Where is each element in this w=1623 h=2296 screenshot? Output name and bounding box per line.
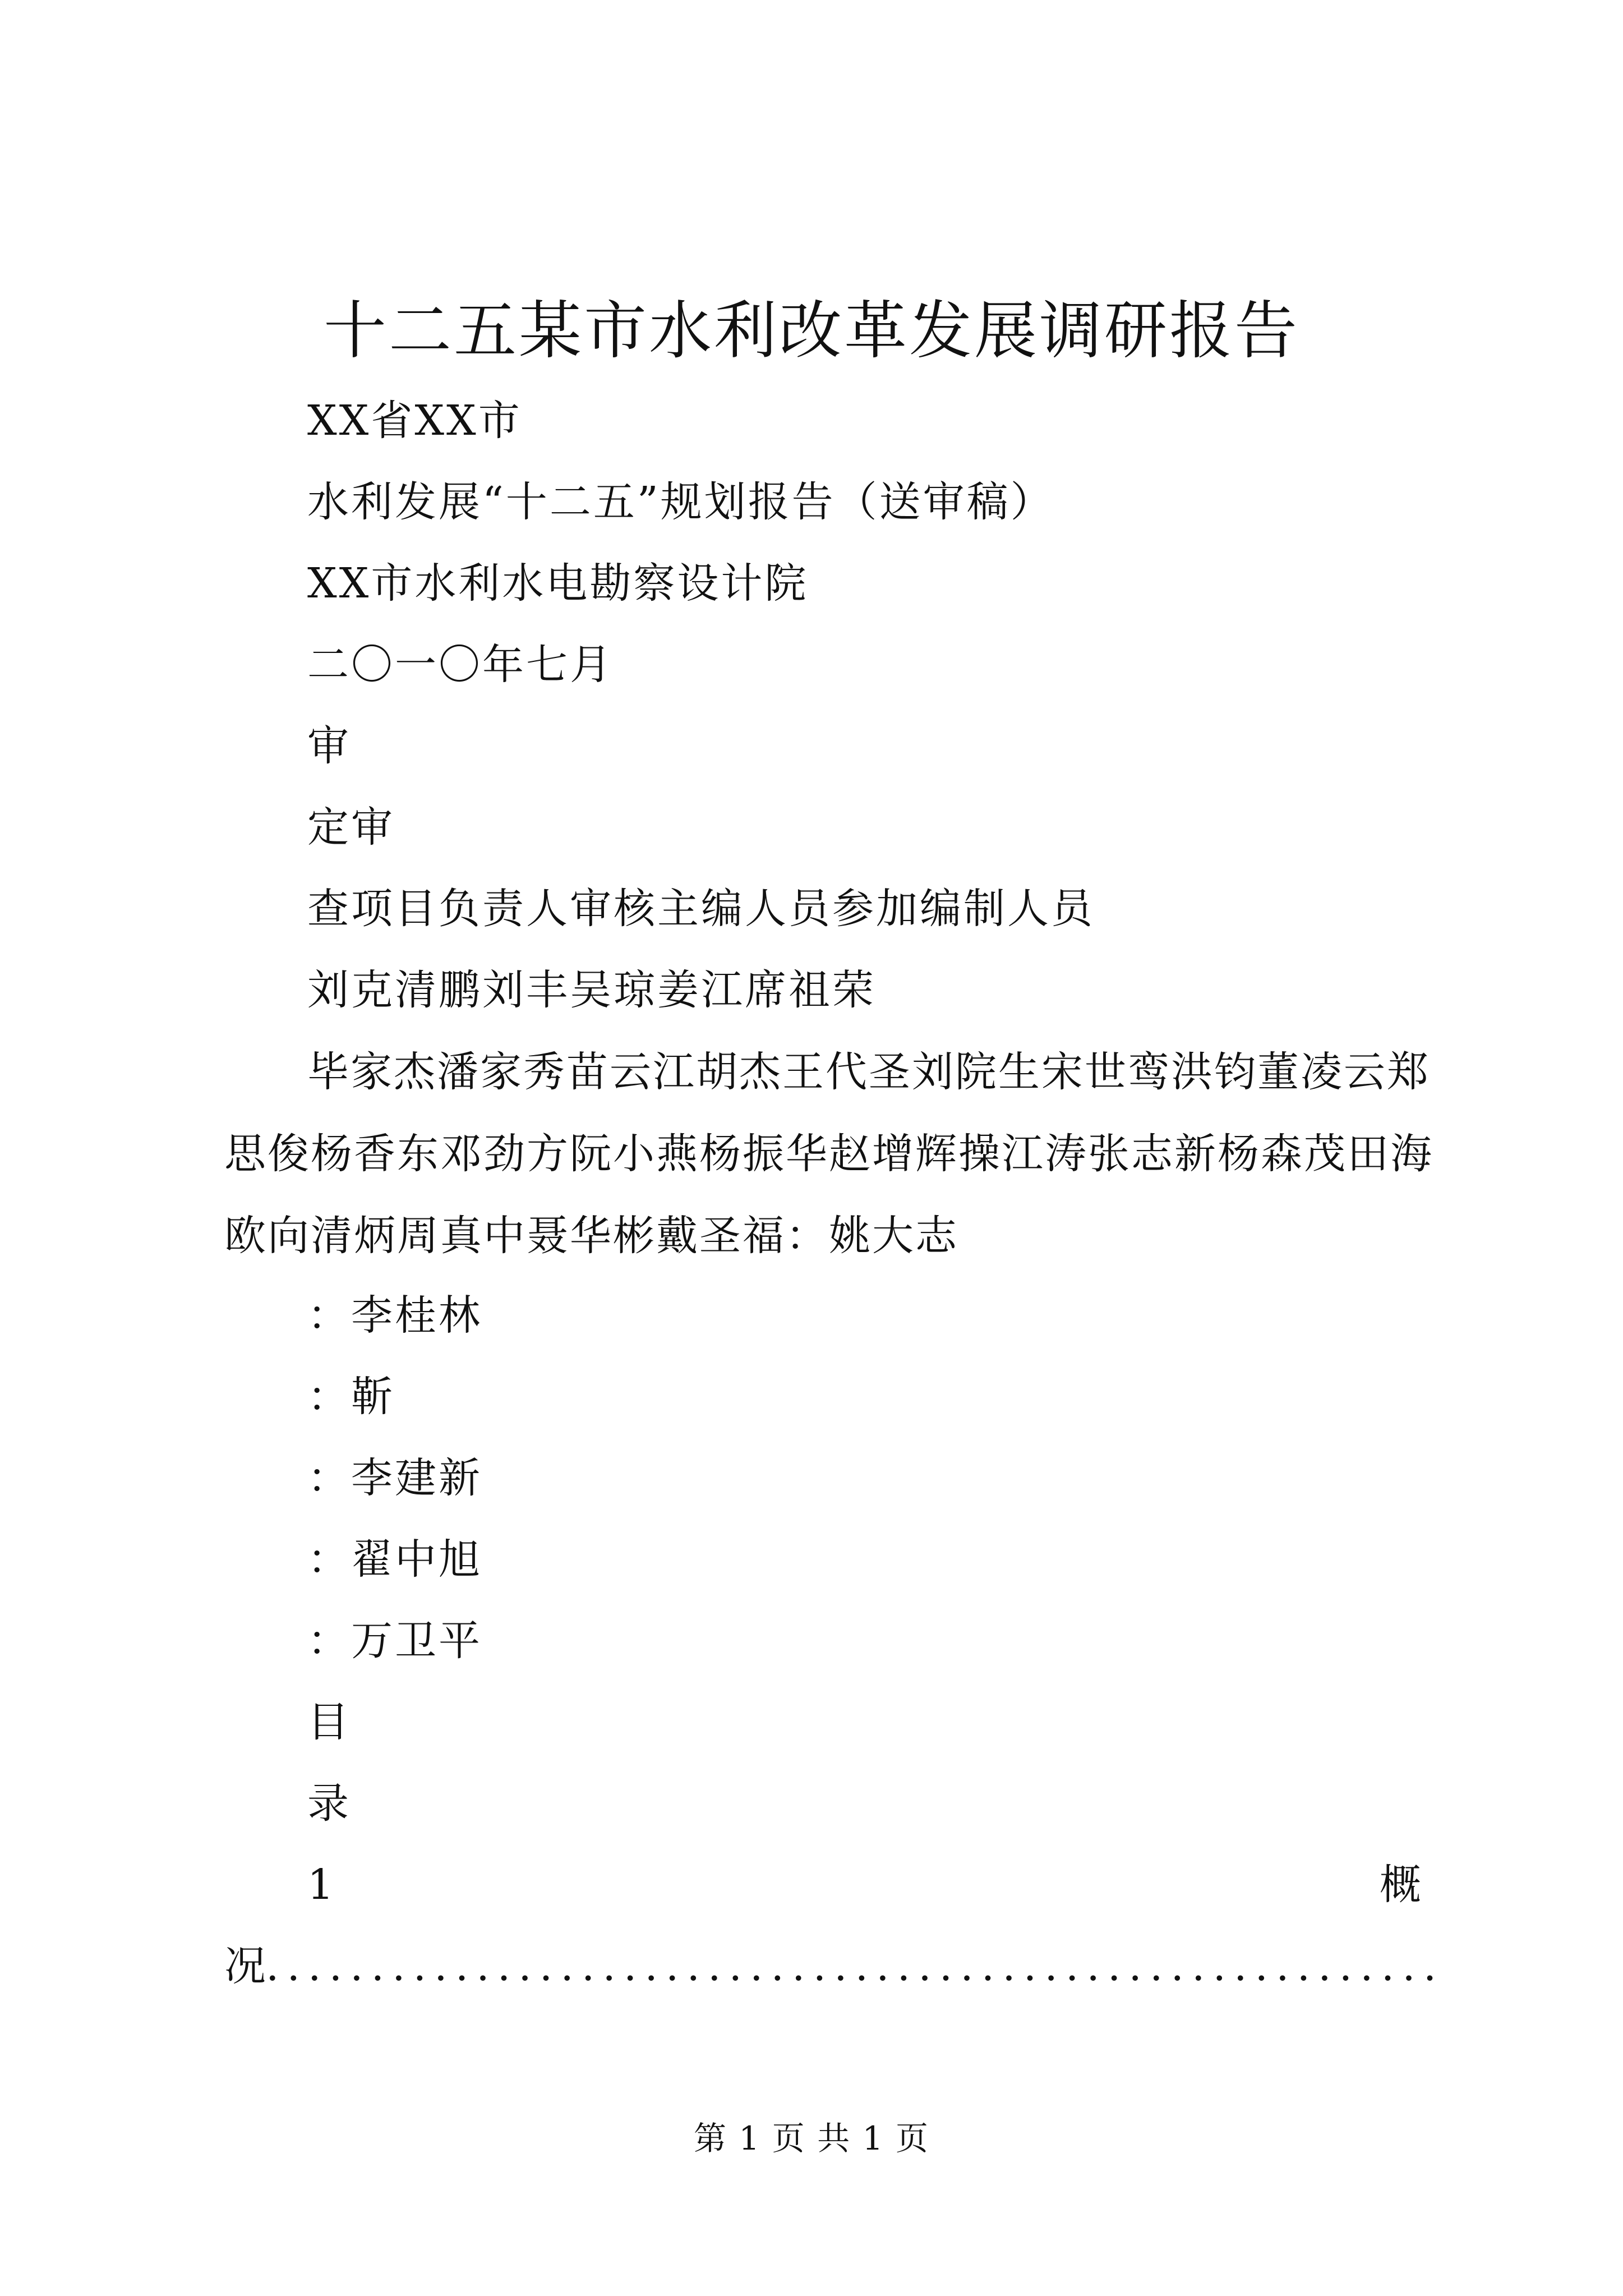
colon-line-5: ：万卫平 [307, 1617, 482, 1665]
toc-dot-leader: ........................................................ [266, 1942, 1445, 1990]
approval-line-2: 定审 [307, 803, 395, 852]
colon-line-1: ：李桂林 [307, 1291, 482, 1340]
date-line: 二〇一〇年七月 [307, 641, 614, 689]
toc-entry-title-second-char: 况 [224, 1942, 266, 1990]
toc-heading-first-char: 目 [307, 1698, 351, 1746]
region-line: XX省XX市 [307, 397, 522, 445]
staff-names-paragraph [224, 1031, 1436, 1277]
roles-line: 查项目负责人审核主编人员参加编制人员 [307, 885, 1095, 933]
colon-line-2: ：靳 [307, 1373, 395, 1421]
document-title: 十二五某市水利改革发展调研报告 [324, 295, 1299, 367]
toc-entry-leader-line [224, 1938, 1458, 1994]
page-footer: 第 1 页 共 1 页 [694, 2119, 929, 2157]
institute-line: XX市水利水电勘察设计院 [307, 559, 809, 608]
approval-line-1: 审 [307, 722, 351, 770]
colon-line-3: ：李建新 [307, 1454, 482, 1502]
toc-entry-title-first-char: 概 [1380, 1861, 1421, 1909]
toc-heading-second-char: 录 [307, 1779, 351, 1828]
toc-entry-number: 1 [307, 1861, 334, 1909]
colon-line-4: ：翟中旭 [307, 1535, 482, 1584]
report-name-line: 水利发展“十二五”规划报告（送审稿） [307, 478, 1054, 526]
staff-names-text: 毕家杰潘家秀苗云江胡杰王代圣刘院生宋世鸾洪钧董凌云郑思俊杨香东邓劲方阮小燕杨振华赵增辉操江涛张志新杨森茂田海欧向清炳周真中聂华彬戴圣福：姚大志 [224, 1048, 1433, 1260]
names-line: 刘克清鹏刘丰吴琼姜江席祖荣 [307, 966, 876, 1014]
